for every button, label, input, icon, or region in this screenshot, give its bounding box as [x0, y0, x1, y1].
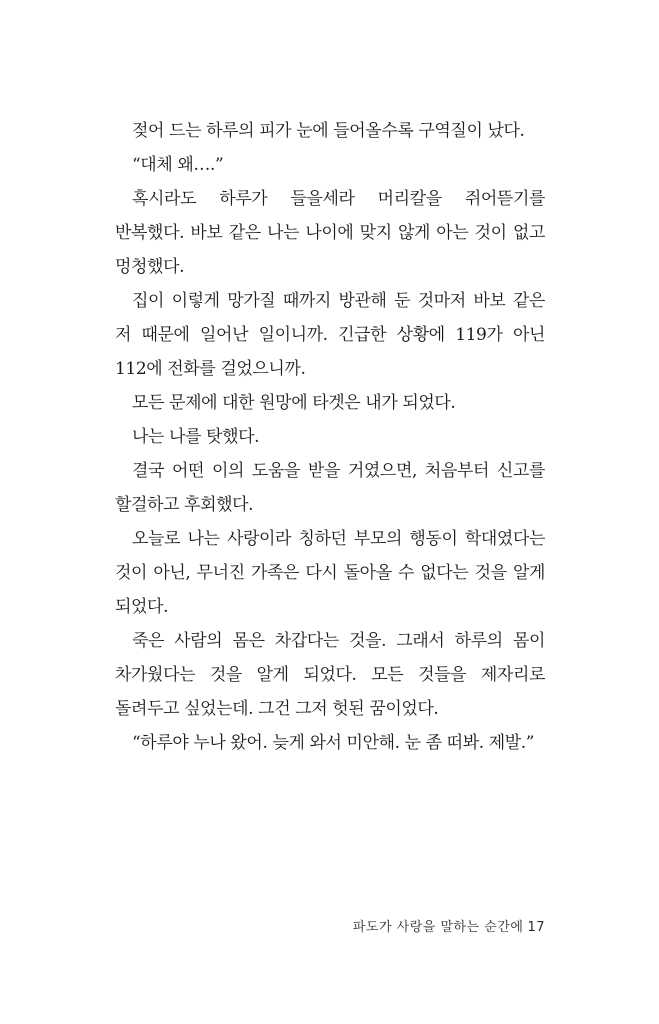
paragraph: 모든 문제에 대한 원망에 타겟은 내가 되었다.	[132, 393, 456, 413]
paragraph: “하루야 누나 왔어. 늦게 와서 미안해. 눈 좀 떠봐. 제발.”	[132, 733, 535, 753]
paragraph: 결국 어떤 이의 도움을 받을 거였으면, 처음부터 신고를 할걸하고 후회했다.	[115, 461, 545, 515]
book-title: 파도가 사랑을 말하는 순간에	[352, 920, 524, 935]
paragraph: 젖어 드는 하루의 피가 눈에 들어올수록 구역질이 났다.	[132, 121, 525, 141]
paragraph: 오늘로 나는 사랑이라 칭하던 부모의 행동이 학대였다는 것이 아닌, 무너진 가족은 다시 돌아올 수 없다는 것을 알게 되었다.	[115, 529, 545, 617]
running-footer	[353, 916, 545, 935]
page-number: 17	[527, 920, 545, 935]
paragraph: 나는 나를 탓했다.	[132, 427, 260, 447]
paragraph: 죽은 사람의 몸은 차갑다는 것을. 그래서 하루의 몸이 차가웠다는 것을 알게 되었다. 모든 것들을 제자리로 돌려두고 싶었는데. 그건 그저 헛된 꿈이었다.	[115, 631, 545, 719]
paragraph: 집이 이렇게 망가질 때까지 방관해 둔 것마저 바보 같은 저 때문에 일어난 일이니까. 긴급한 상황에 119가 아닌 112에 전화를 걸었으니까.	[115, 291, 545, 379]
body-text	[115, 114, 545, 760]
paragraph: “대체 왜….”	[132, 155, 224, 175]
paragraph: 혹시라도 하루가 들을세라 머리칼을 쥐어뜯기를 반복했다. 바보 같은 나는 나이에 맞지 않게 아는 것이 없고 멍청했다.	[115, 189, 545, 277]
